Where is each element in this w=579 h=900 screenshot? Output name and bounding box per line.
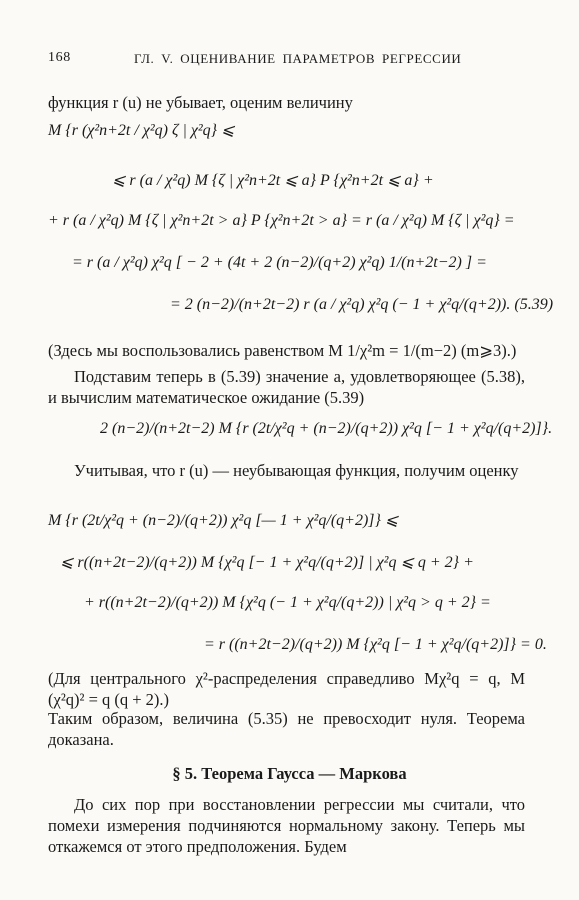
paragraph-intro: функция r (u) не убывает, оценим величину bbox=[48, 93, 353, 112]
equation-9: + r((n+2t−2)/(q+2)) M {χ²q (− 1 + χ²q/(q+2)) | χ²q > q + 2} = bbox=[84, 594, 491, 611]
paragraph-substitute: Подставим теперь в (5.39) значение a, удовлетворяющее (5.38), и вычислим математическое ожидание (5.39) bbox=[48, 367, 525, 407]
equation-8: ⩽ r((n+2t−2)/(q+2)) M {χ²q [− 1 + χ²q/(q+2)] | χ²q ⩽ q + 2} + bbox=[60, 554, 474, 571]
equation-4: = r (a / χ²q) χ²q [ − 2 + (4t + 2 (n−2)/(q+2) χ²q) 1/(n+2t−2) ] = bbox=[72, 254, 487, 271]
paragraph-conclusion: Таким образом, величина (5.35) не превосходит нуля. Теорема доказана. bbox=[48, 709, 525, 749]
equation-1: M {r (χ²n+2t / χ²q) ζ | χ²q} ⩽ bbox=[48, 122, 235, 139]
equation-10: = r ((n+2t−2)/(q+2)) M {χ²q [− 1 + χ²q/(q+2)]} = 0. bbox=[204, 636, 547, 653]
paragraph-section-intro: До сих пор при восстановлении регрессии мы считали, что помехи измерения подчиняются нормальному закону. Теперь мы откажемся от этого предположения. Будем bbox=[48, 795, 525, 856]
equation-6: 2 (n−2)/(n+2t−2) M {r (2t/χ²q + (n−2)/(q+2)) χ²q [− 1 + χ²q/(q+2)]}. bbox=[100, 420, 553, 437]
equation-3: + r (a / χ²q) M {ζ | χ²n+2t > a} P {χ²n+2t > a} = r (a / χ²q) M {ζ | χ²q} = bbox=[48, 212, 515, 229]
running-title: ГЛ. V. ОЦЕНИВАНИЕ ПАРАМЕТРОВ РЕГРЕССИИ bbox=[134, 51, 462, 66]
page-number: 168 bbox=[48, 50, 71, 65]
equation-5: = 2 (n−2)/(n+2t−2) r (a / χ²q) χ²q (− 1 + χ²q/(q+2)). (5.39) bbox=[170, 296, 554, 313]
equation-2: ⩽ r (a / χ²q) M {ζ | χ²n+2t ⩽ a} P {χ²n+2t ⩽ a} + bbox=[112, 172, 434, 189]
equation-7: M {r (2t/χ²q + (n−2)/(q+2)) χ²q [— 1 + χ²q/(q+2)]} ⩽ bbox=[48, 512, 399, 529]
paragraph-nondecreasing: Учитывая, что r (u) — неубывающая функция, получим оценку bbox=[74, 461, 519, 480]
section-heading: § 5. Теорема Гаусса — Маркова bbox=[172, 764, 407, 783]
note-equality: (Здесь мы воспользовались равенством M 1/χ²m = 1/(m−2) (m⩾3).) bbox=[48, 341, 517, 360]
note-chi-square: (Для центрального χ²-распределения справедливо Mχ²q = q, M (χ²q)² = q (q + 2).) bbox=[48, 669, 525, 709]
running-head bbox=[48, 50, 539, 72]
